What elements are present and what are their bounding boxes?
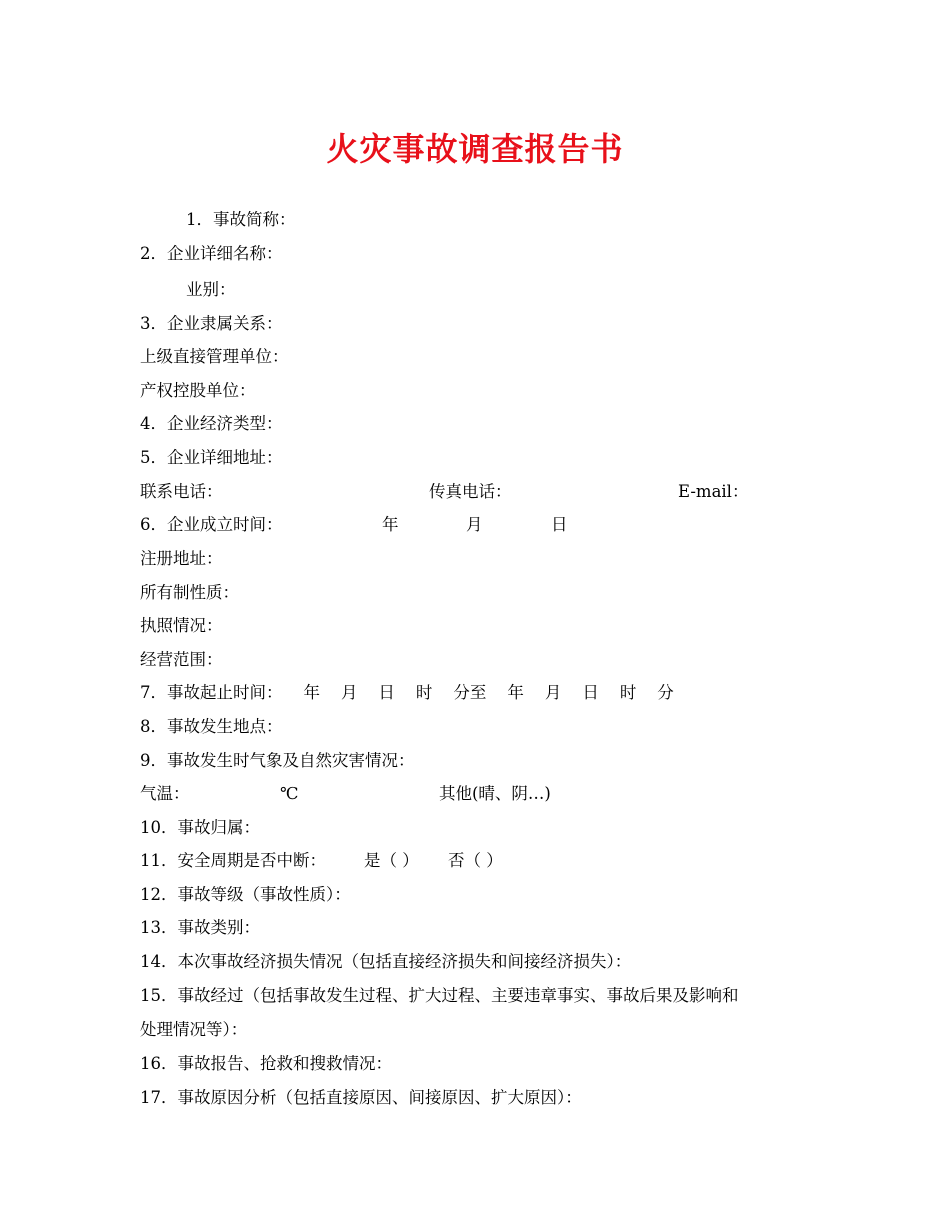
field-accident-category: 13．事故类别： — [140, 918, 260, 937]
month-label: 月 — [466, 515, 483, 534]
field-company-full-name: 2．企业详细名称： — [140, 244, 283, 263]
document-title: 火灾事故调查报告书 — [326, 130, 624, 168]
option-yes: 是（ ） — [364, 851, 419, 870]
field-accident-location: 8．事故发生地点： — [140, 717, 283, 736]
field-accident-short-name: 1．事故简称： — [186, 210, 296, 229]
field-industry: 业别： — [186, 280, 236, 299]
field-other-weather: 其他(晴、阴…) — [439, 784, 551, 803]
field-phone: 联系电话： — [140, 482, 223, 501]
field-weather: 9．事故发生时气象及自然灾害情况： — [140, 751, 415, 770]
option-no: 否（ ） — [448, 851, 503, 870]
field-economic-loss: 14．本次事故经济损失情况（包括直接经济损失和间接经济损失）： — [140, 952, 632, 971]
field-license: 执照情况： — [140, 616, 223, 635]
field-founding-date: 6．企业成立时间： — [140, 515, 283, 534]
field-superior-unit: 上级直接管理单位： — [140, 347, 289, 366]
field-business-scope: 经营范围： — [140, 650, 223, 669]
field-ownership: 所有制性质： — [140, 583, 239, 602]
field-temperature: 气温： — [140, 784, 190, 803]
field-affiliation: 3．企业隶属关系： — [140, 314, 283, 333]
field-cause-analysis: 17．事故原因分析（包括直接原因、间接原因、扩大原因）： — [140, 1088, 582, 1107]
field-fax: 传真电话： — [429, 482, 512, 501]
field-accident-level: 12．事故等级（事故性质）： — [140, 885, 351, 904]
field-equity-holder: 产权控股单位： — [140, 381, 256, 400]
day-label: 日 — [551, 515, 568, 534]
field-report-rescue: 16．事故报告、抢救和搜救情况： — [140, 1054, 392, 1073]
field-accident-period: 7．事故起止时间： 年 月 日 时 分至 年 月 日 时 分 — [140, 683, 674, 702]
year-label: 年 — [382, 515, 399, 534]
field-accident-process-cont: 处理情况等）： — [140, 1020, 248, 1039]
field-registered-address: 注册地址： — [140, 549, 223, 568]
field-accident-ownership: 10．事故归属： — [140, 818, 260, 837]
field-safety-cycle: 11．安全周期是否中断： — [140, 851, 326, 870]
field-economic-type: 4．企业经济类型： — [140, 414, 283, 433]
celsius-unit: ℃ — [280, 784, 299, 803]
field-accident-process: 15．事故经过（包括事故发生过程、扩大过程、主要违章事实、事故后果及影响和 — [140, 986, 739, 1005]
field-email: E-mail： — [678, 482, 749, 501]
field-address: 5．企业详细地址： — [140, 448, 283, 467]
